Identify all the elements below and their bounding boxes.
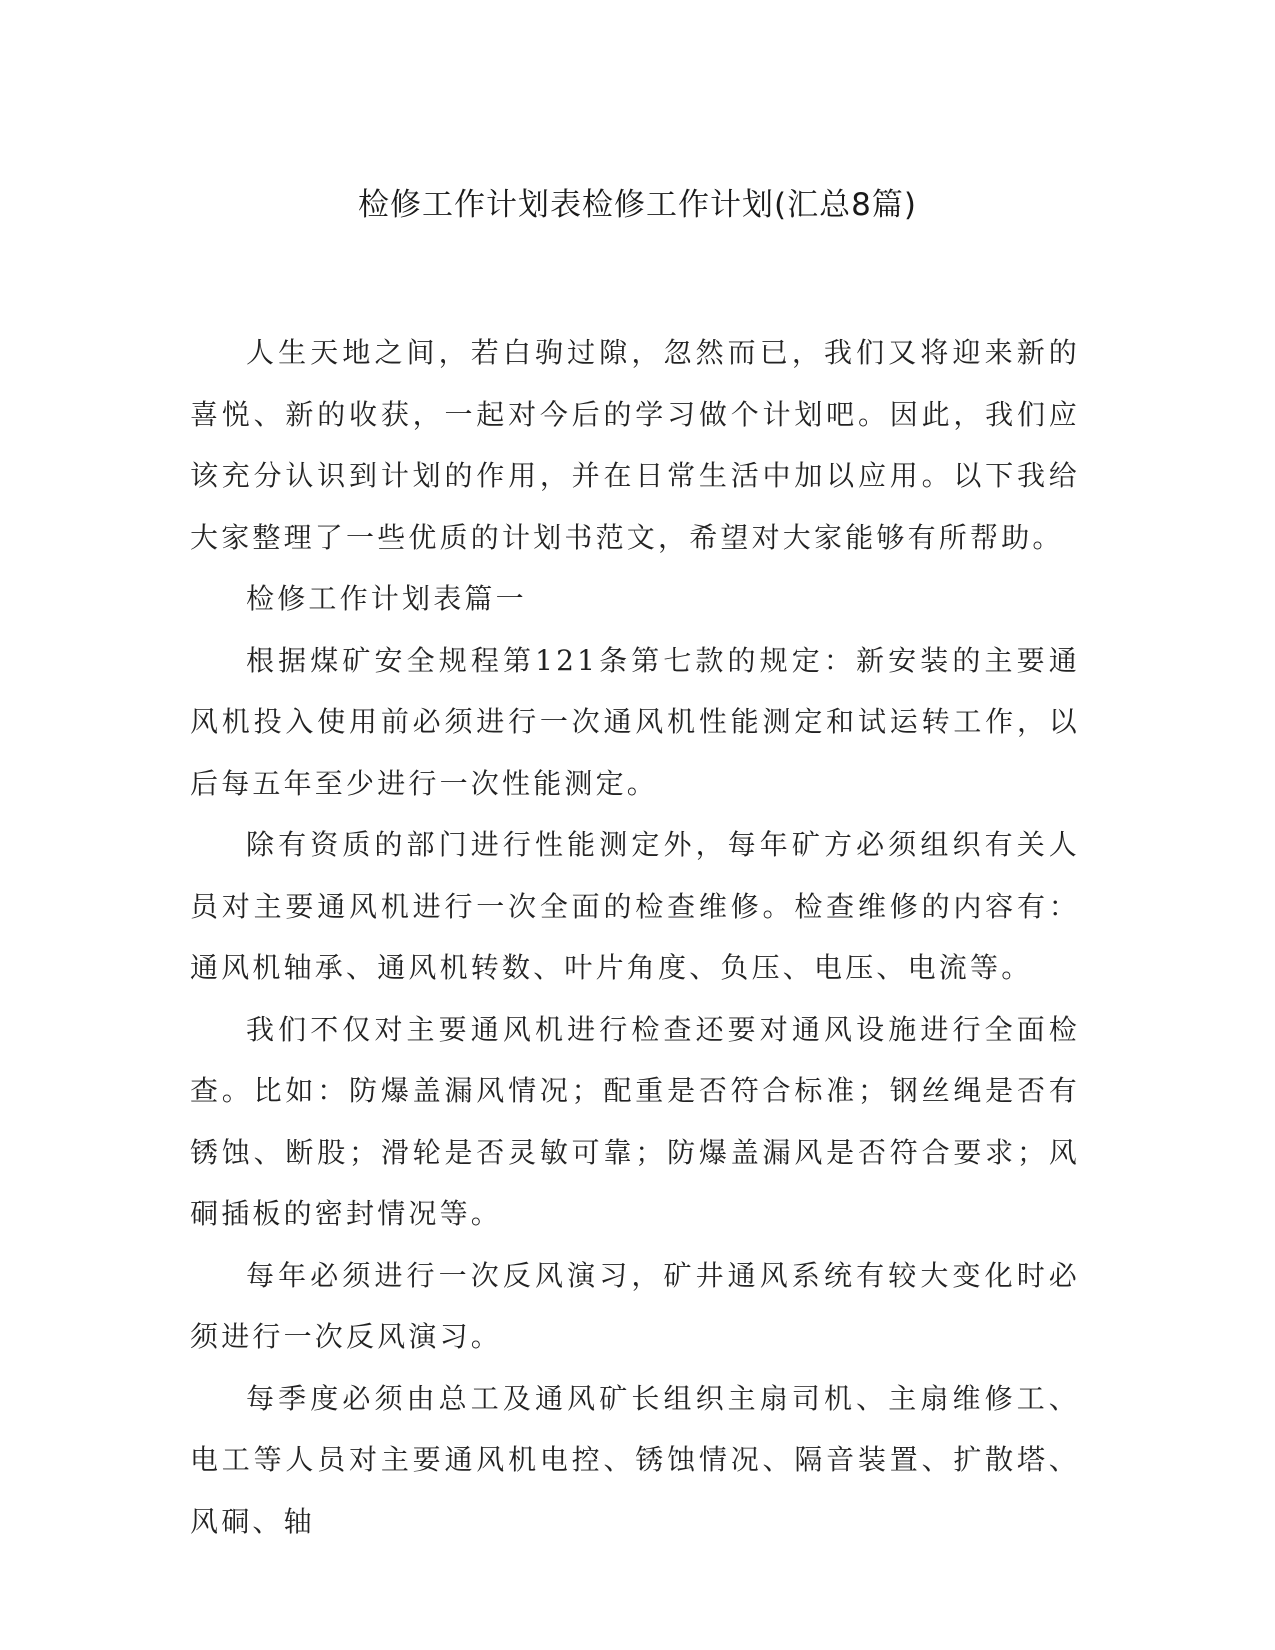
paragraph-intro: 人生天地之间，若白驹过隙，忽然而已，我们又将迎来新的喜悦、新的收获，一起对今后的学习做个计划吧。因此，我们应该充分认识到计划的作用，并在日常生活中加以应用。以下我给大家整理了一些优质的计划书范文，希望对大家能够有所帮助。 xyxy=(190,336,1080,554)
paragraph: 我们不仅对主要通风机进行检查还要对通风设施进行全面检查。比如：防爆盖漏风情况；配重是否符合标准；钢丝绳是否有锈蚀、断股；滑轮是否灵敏可靠；防爆盖漏风是否符合要求；风硐插板的密封情况等。 xyxy=(190,1012,1080,1230)
paragraph: 根据煤矿安全规程第121条第七款的规定：新安装的主要通风机投入使用前必须进行一次通风机性能测定和试运转工作，以后每五年至少进行一次性能测定。 xyxy=(190,643,1080,800)
section-heading: 检修工作计划表篇一 xyxy=(246,582,527,615)
paragraph: 每季度必须由总工及通风矿长组织主扇司机、主扇维修工、电工等人员对主要通风机电控、锈蚀情况、隔音装置、扩散塔、风硐、轴 xyxy=(190,1381,1080,1538)
document-body xyxy=(190,322,1080,1552)
paragraph: 除有资质的部门进行性能测定外，每年矿方必须组织有关人员对主要通风机进行一次全面的检查维修。检查维修的内容有：通风机轴承、通风机转数、叶片角度、负压、电压、电流等。 xyxy=(190,828,1080,984)
paragraph: 每年必须进行一次反风演习，矿井通风系统有较大变化时必须进行一次反风演习。 xyxy=(190,1258,1080,1353)
document-title: 检修工作计划表检修工作计划(汇总8篇) xyxy=(358,187,917,223)
